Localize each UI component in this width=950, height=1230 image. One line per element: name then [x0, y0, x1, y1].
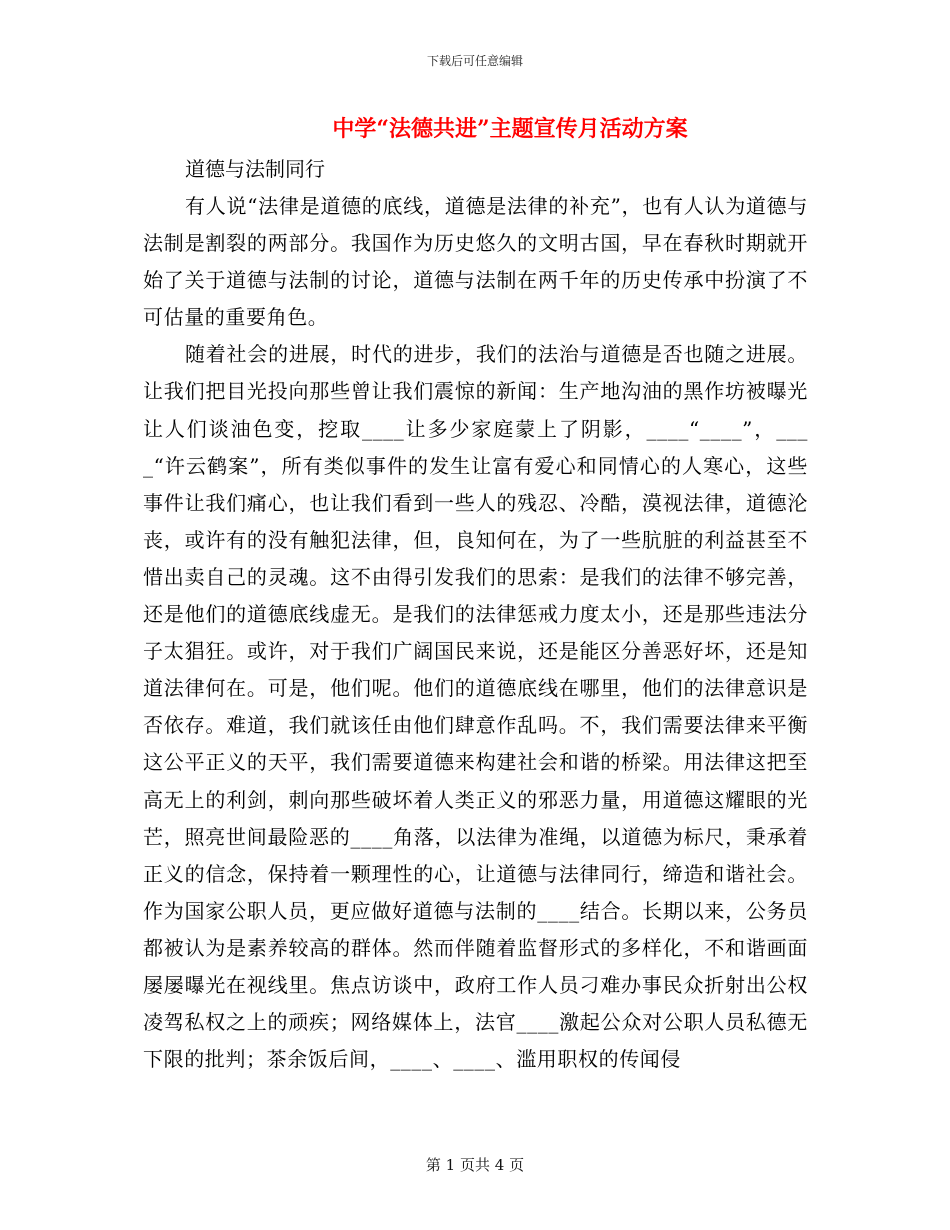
paragraph-1: 有人说“法律是道德的底线，道德是法律的补充”，也有人认为道德与法制是割裂的两部分。我国作为历史悠久的文明古国，早在春秋时期就开始了关于道德与法制的讨论，道德与法制在两千年的历史传承中扮演了不可估量的重要角色。: [143, 194, 808, 330]
document-body: [143, 150, 808, 1078]
document-subheading: 道德与法制同行: [185, 157, 325, 181]
paragraph-2: 随着社会的进展，时代的进步，我们的法治与道德是否也随之进展。让我们把目光投向那些曾让我们震惊的新闻：生产地沟油的黑作坊被曝光让人们谈油色变，挖取____让多少家庭蒙上了阴影，____“____”，____“许云鹤案”，所有类似事件的发生让富有爱心和同情心的人寒心，这些事件让我们痛心，也让我们看到一些人的残忍、冷酷，漠视法律，道德沦丧，或许有的没有触犯法律，但，良知何在，为了一些肮脏的利益甚至不惜出卖自己的灵魂。这不由得引发我们的思索：是我们的法律不够完善，还是他们的道德底线虚无。是我们的法律惩戒力度太小，还是那些违法分子太猖狂。或许，对于我们广阔国民来说，还是能区分善恶好坏，还是知道法律何在。可是，他们呢。他们的道德底线在哪里，他们的法律意识是否依存。难道，我们就该任由他们肆意作乱吗。不，我们需要法律来平衡这公平正义的天平，我们需要道德来构建社会和谐的桥梁。用法律这把至高无上的利剑，刺向那些破坏着人类正义的邪恶力量，用道德这耀眼的光芒，照亮世间最险恶的____角落，以法律为准绳，以道德为标尺，秉承着正义的信念，保持着一颗理性的心，让道德与法律同行，缔造和谐社会。作为国家公职人员，更应做好道德与法制的____结合。长期以来，公务员都被认为是素养较高的群体。然而伴随着监督形式的多样化，不和谐画面屡屡曝光在视线里。焦点访谈中，政府工作人员刁难办事民众折射出公权凌驾私权之上的顽疾；网络媒体上，法官____激起公众对公职人员私德无下限的批判；茶余饭后间，____、____、滥用职权的传闻侵: [143, 342, 808, 1072]
page-header-note: 下载后可任意编辑: [426, 54, 523, 68]
document-title: 中学“法德共进”主题宣传月活动方案: [332, 116, 688, 142]
page-number: 第 1 页共 4 页: [425, 1156, 525, 1174]
